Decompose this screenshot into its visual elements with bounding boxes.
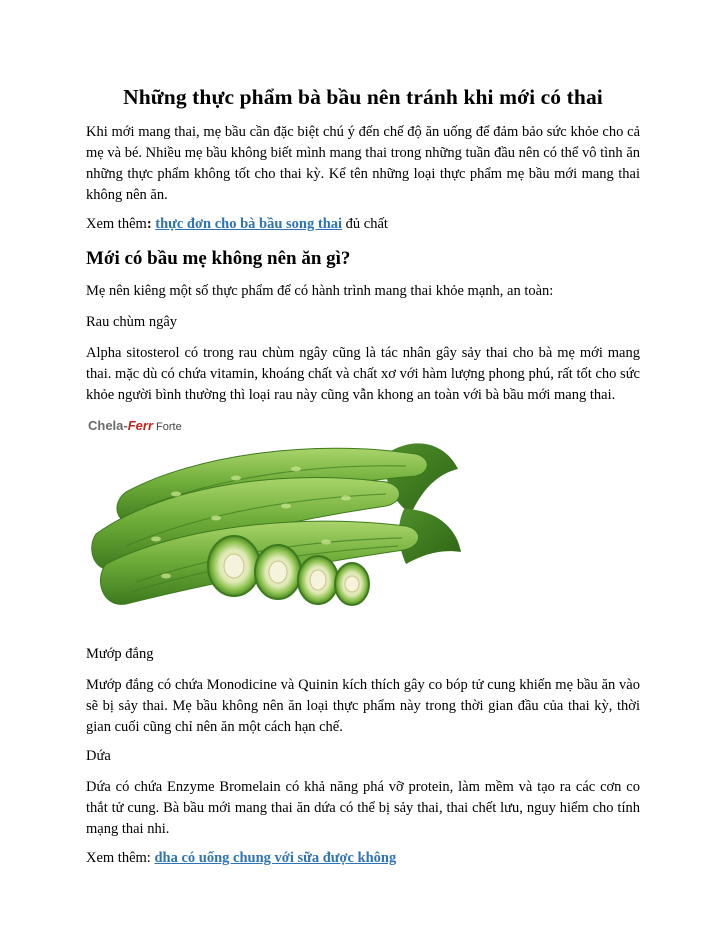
brand-logo [88, 416, 182, 436]
link-dha-with-milk[interactable]: dha có uống chung với sữa được không [154, 850, 397, 866]
brand-part-2: Ferr [127, 418, 154, 433]
item-name-pineapple: Dứa [86, 748, 111, 764]
see-more-line-2 [86, 848, 640, 869]
item-text-pineapple: Dứa có chứa Enzyme Bromelain có khả năng phá vỡ protein, làm mềm và tạo ra các cơn co thắt tử cung. Bà bầu mới mang thai ăn dứa có thể bị sảy thai, thai chết lưu, nguy hiểm cho tính mạng thai nhi. [86, 779, 640, 837]
section-heading: Mới có bầu mẹ không nên ăn gì? [86, 248, 351, 269]
page-title: Những thực phẩm bà bầu nên tránh khi mới có thai [123, 85, 603, 109]
see-more-prefix-2: Xem thêm: [86, 850, 155, 866]
brand-part-3: Forte [156, 421, 182, 433]
item-name-bitter-melon: Mướp đắng [86, 646, 154, 662]
see-more-prefix: Xem thêm [86, 216, 147, 232]
intro-paragraph: Khi mới mang thai, mẹ bầu cần đặc biệt chú ý đến chế độ ăn uống để đảm bảo sức khỏe cho cả mẹ và bé. Nhiều mẹ bầu không biết mình mang thai trong những tuần đầu nên có thể vô tình ăn những thực phẩm không tốt cho thai kỳ. Kể tên những loại thực phẩm mẹ bầu mới mang thai không nên ăn. [86, 124, 640, 203]
item-text-moringa: Alpha sitosterol có trong rau chùm ngây cũng là tác nhân gây sảy thai cho bà mẹ mới mang thai. mặc dù có chứa vitamin, khoáng chất và chất xơ với hàm lượng phong phú, rất tốt cho sức khỏe người bình thường thì loại rau này cũng vẫn khong an toàn với bà bầu mới mang thai. [86, 345, 640, 403]
bitter-melon-image [86, 414, 466, 632]
lead-paragraph: Mẹ nên kiêng một số thực phẩm để có hành trình mang thai khỏe mạnh, an toàn: [86, 283, 554, 299]
see-more-colon: : [146, 216, 152, 232]
bitter-melon-photo [86, 414, 466, 632]
see-more-line-1 [86, 214, 640, 235]
brand-part-1: Chela- [88, 418, 128, 433]
document-page [86, 82, 640, 879]
item-text-bitter-melon: Mướp đắng có chứa Monodicine và Quinin kích thích gây co bóp tử cung khiến mẹ bầu ăn vào sẽ bị sảy thai. Mẹ bầu không nên ăn loại thực phẩm này trong thời gian đầu của thai kỳ, thời gian cuối cũng chỉ nên ăn một cách hạn chế. [86, 677, 640, 735]
item-name-moringa: Rau chùm ngây [86, 314, 178, 330]
see-more-suffix: đủ chất [342, 216, 388, 232]
link-twin-pregnancy-menu[interactable]: thực đơn cho bà bầu song thai [155, 216, 343, 232]
